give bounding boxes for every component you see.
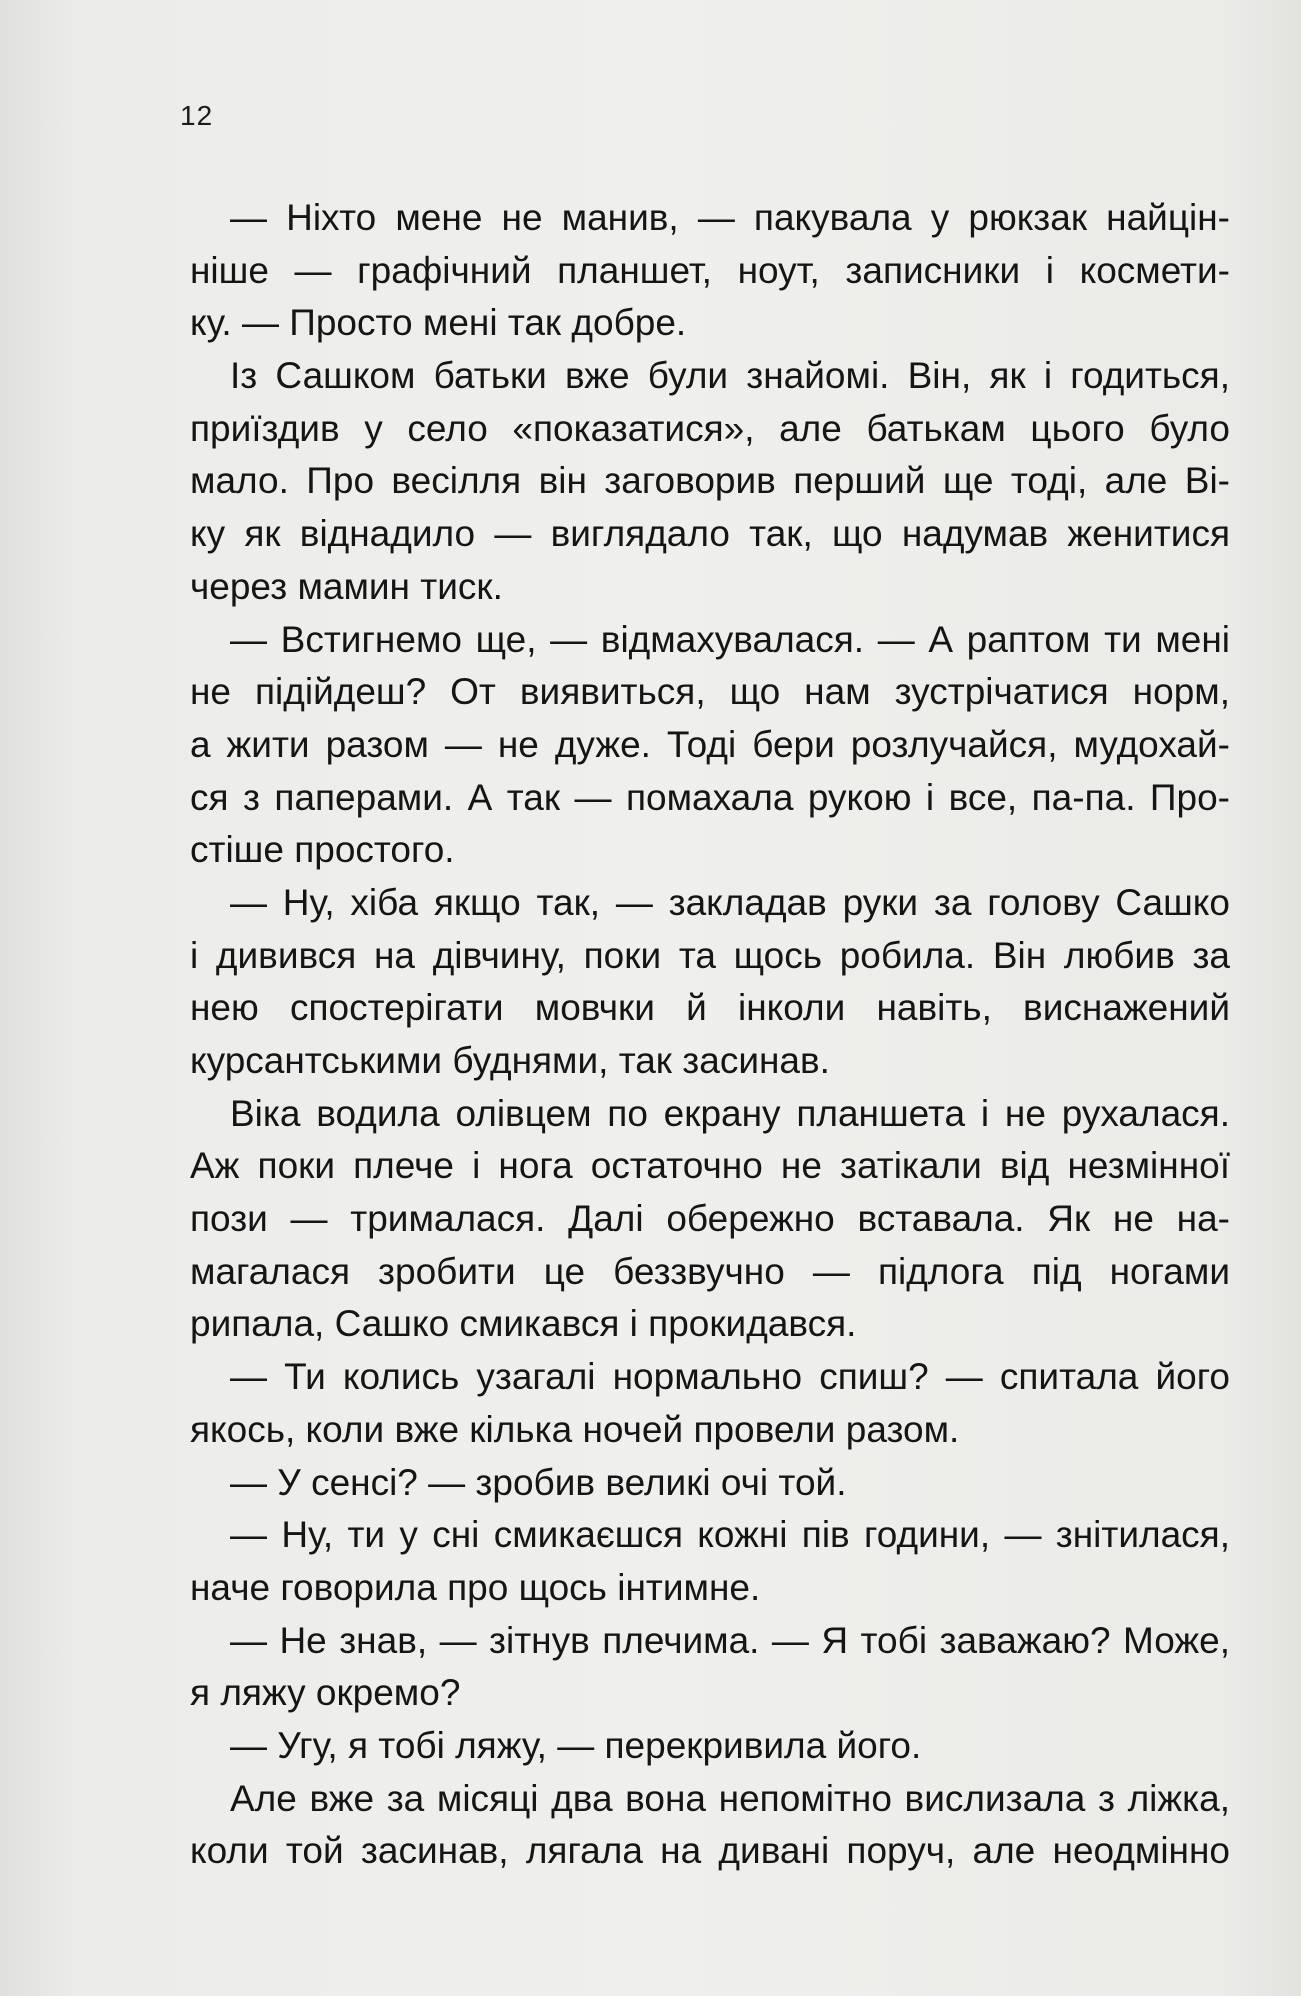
text-line: Віка водила олівцем по екрану планшета і не рухалася. [230,1092,1230,1134]
text-line: — Ніхто мене не манив, — пакувала у рюкзак найцін- [230,197,1230,238]
text-line: якось, коли вже кілька ночей провели разом. [190,1408,960,1450]
text-line: через мамин тиск. [190,565,503,607]
text-line: і дивився на дівчину, поки та щось робила. Він любив за [190,934,1230,976]
text-line: рипала, Сашко смикався і прокидався. [190,1303,857,1345]
text-line: магалася зробити це беззвучно — підлога під ногами [190,1250,1230,1292]
text-line: наче говорила про щось інтимне. [190,1566,761,1608]
text-line: — Ну, ти у сні смикаєшся кожні пів години, — знітилася, [230,1514,1230,1556]
text-line: стіше простого. [190,829,455,871]
text-line: — Ти колись узагалі нормально спиш? — спитала його [230,1356,1230,1398]
text-line: — Не знав, — зітнув плечима. — Я тобі заважаю? Може, [230,1619,1230,1661]
text-line: ку як віднадило — виглядало так, що надумав женитися [190,513,1230,555]
text-line: не підійдеш? От виявиться, що нам зустрічатися норм, [190,671,1230,713]
text-line: — Встигнемо ще, — відмахувалася. — А раптом ти мені [230,618,1230,660]
page-number: 12 [180,100,214,131]
text-line: приїздив у село «показатися», але батькам цього було [190,407,1230,449]
text-line: — Угу, я тобі ляжу, — перекривила його. [230,1724,922,1766]
body-text [190,192,1230,1902]
text-line: Аж поки плече і нога остаточно не затікали від незмінної [190,1145,1230,1187]
text-line: ку. — Просто мені так добре. [190,302,687,344]
text-line: ніше — графічний планшет, ноут, записники і космети- [190,249,1230,291]
text-line: нею спостерігати мовчки й інколи навіть, виснажений [190,987,1230,1029]
text-line: коли той засинав, лягала на дивані поруч, але неодмінно [190,1830,1230,1872]
text-line: курсантськими буднями, так засинав. [190,1040,830,1081]
text-line: пози — трималася. Далі обережно вставала. Як не на- [190,1198,1230,1240]
text-line: — У сенсі? — зробив великі очі той. [230,1461,847,1503]
text-line: Але вже за місяці два вона непомітно вислизала з ліжка, [230,1777,1230,1819]
text-line: — Ну, хіба якщо так, — закладав руки за голову Сашко [230,881,1230,923]
text-line: мало. Про весілля він заговорив перший ще тоді, але Ві- [190,460,1230,502]
text-line: я ляжу окремо? [190,1672,461,1714]
text-line: а жити разом — не дуже. Тоді бери розлучайся, мудохай- [190,723,1230,765]
text-line: ся з паперами. А так — помахала рукою і все, па-па. Про- [190,776,1230,818]
text-line: Із Сашком батьки вже були знайомі. Він, як і годиться, [230,355,1230,397]
